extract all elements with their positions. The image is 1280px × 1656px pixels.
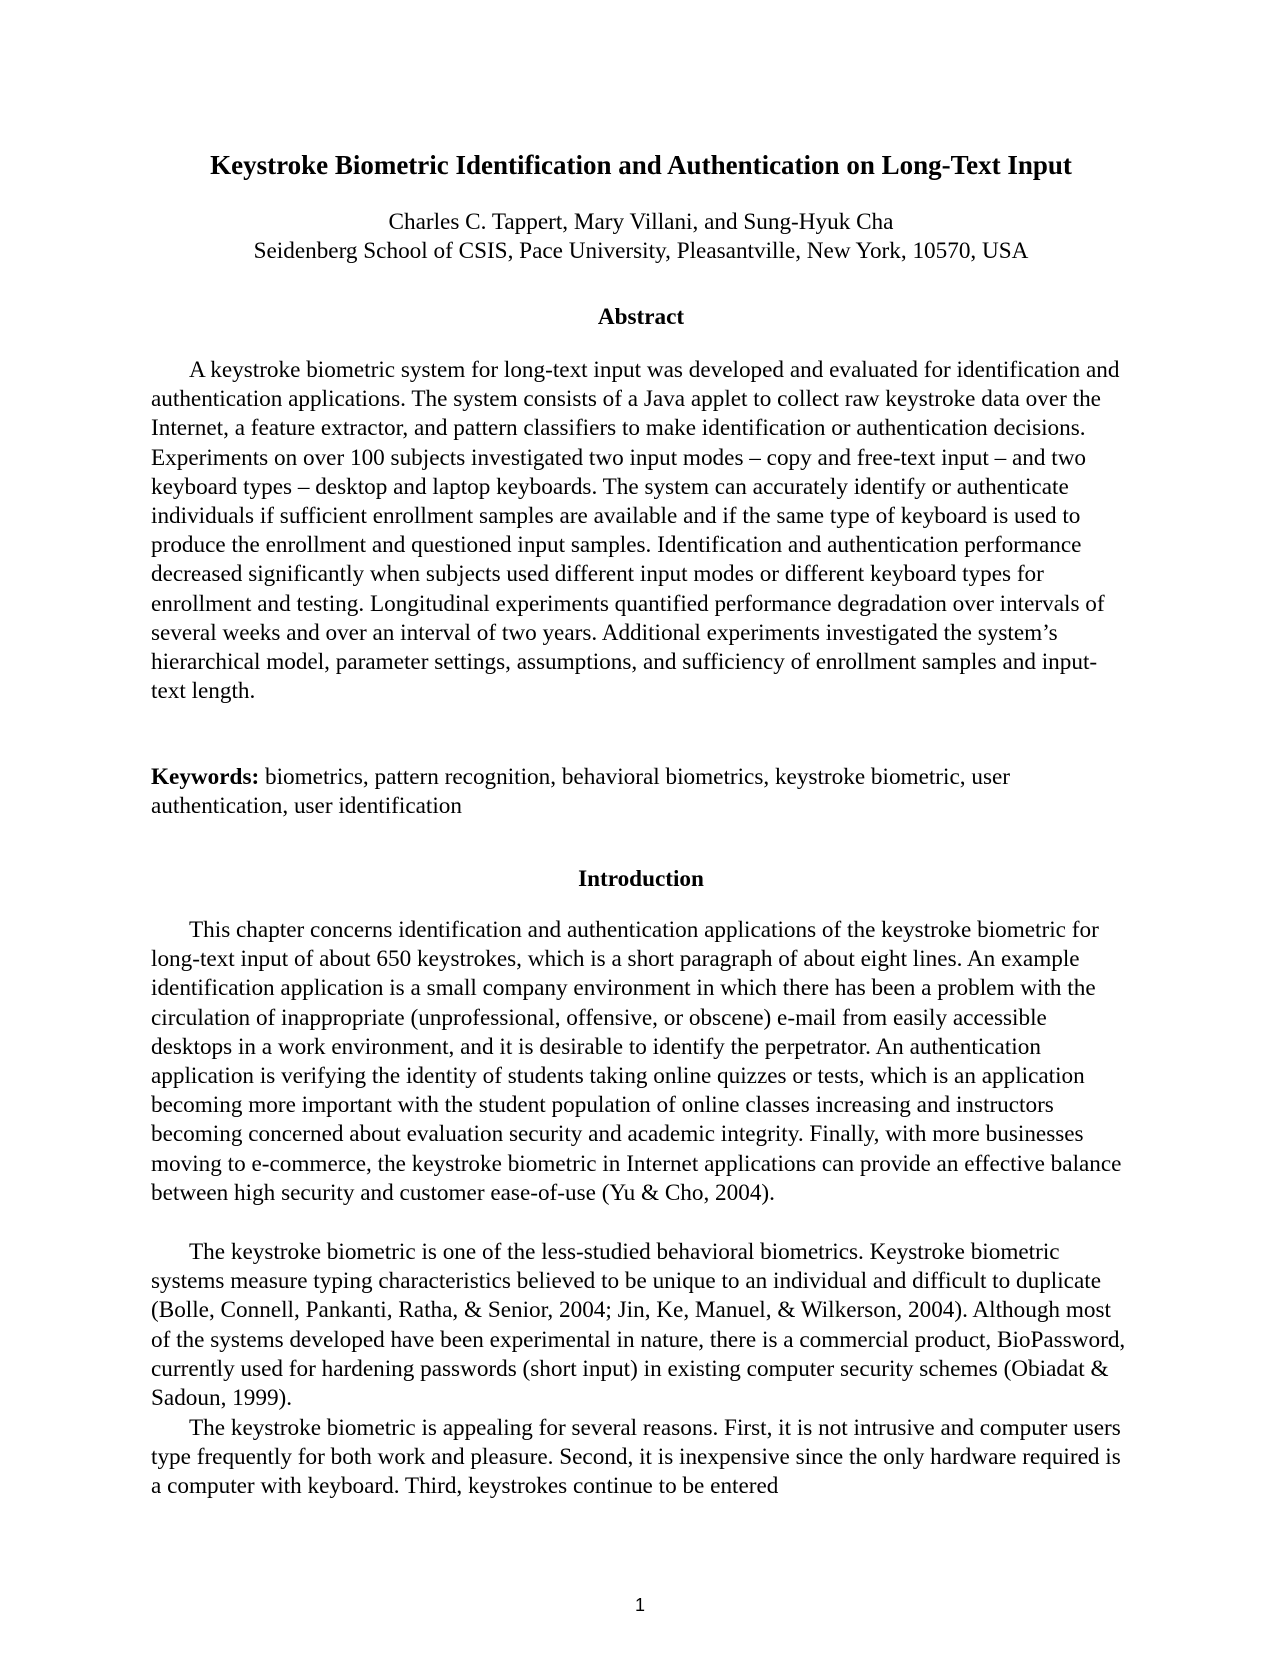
keywords (151, 763, 1131, 821)
introduction-paragraph-1: This chapter concerns identification and authentication applications of the keystroke biometric for long-text input of about 650 keystrokes, which is a short paragraph of about eight lines. An example identification application is a small company environment in which there has been a problem with the circulation of inappropriate (unprofessional, offensive, or obscene) e-mail from easily accessible desktops in a work environment, and it is desirable to identify the perpetrator. An authentication application is verifying the identity of students taking online quizzes or tests, which is an application becoming more important with the student population of online classes increasing and instructors becoming concerned about evaluation security and academic integrity. Finally, with more businesses moving to e-commerce, the keystroke biometric in Internet applications can provide an effective balance between high security and customer ease-of-use (Yu & Cho, 2004). (151, 917, 1122, 1206)
keywords-text: biometrics, pattern recognition, behavioral biometrics, keystroke biometric, user authentication, user identification (151, 764, 1010, 820)
abstract-heading: Abstract (597, 304, 685, 330)
keywords-label: Keywords: (151, 764, 260, 790)
author-list: Charles C. Tappert, Mary Villani, and Sung-Hyuk Cha (388, 209, 894, 235)
introduction-paragraph-3: The keystroke biometric is appealing for several reasons. First, it is not intrusive and computer users type frequently for both work and pleasure. Second, it is inexpensive since the only hardware required is a computer with keyboard. Third, keystrokes continue to be entered (151, 1415, 1121, 1500)
paper-title: Keystroke Biometric Identification and Authentication on Long-Text Input (210, 150, 1072, 180)
abstract-text: A keystroke biometric system for long-text input was developed and evaluated for identification and authentication applications. The system consists of a Java applet to collect raw keystroke data over the Internet, a feature extractor, and pattern classifiers to make identification or authentication decisions. Experiments on over 100 subjects investigated two input modes – copy and free-text input – and two keyboard types – desktop and laptop keyboards. The system can accurately identify or authenticate individuals if sufficient enrollment samples are available and if the same type of keyboard is used to produce the enrollment and questioned input samples. Identification and authentication performance decreased significantly when subjects used different input modes or different keyboard types for enrollment and testing. Longitudinal experiments quantified performance degradation over intervals of several weeks and over an interval of two years. Additional experiments investigated the system’s hierarchical model, parameter settings, assumptions, and sufficiency of enrollment samples and input-text length. (151, 357, 1120, 705)
introduction-paragraph-2: The keystroke biometric is one of the less-studied behavioral biometrics. Keystroke biometric systems measure typing characteristics believed to be unique to an individual and difficult to duplicate (Bolle, Connell, Pankanti, Ratha, & Senior, 2004; Jin, Ke, Manuel, & Wilkerson, 2004). Although most of the systems developed have been experimental in nature, there is a commercial product, BioPassword, currently used for hardening passwords (short input) in existing computer security schemes (Obiadat & Sadoun, 1999). (151, 1239, 1126, 1412)
introduction-heading: Introduction (578, 866, 704, 892)
affiliation: Seidenberg School of CSIS, Pace University, Pleasantville, New York, 10570, USA (253, 238, 1029, 264)
page-number: 1 (634, 1595, 645, 1615)
